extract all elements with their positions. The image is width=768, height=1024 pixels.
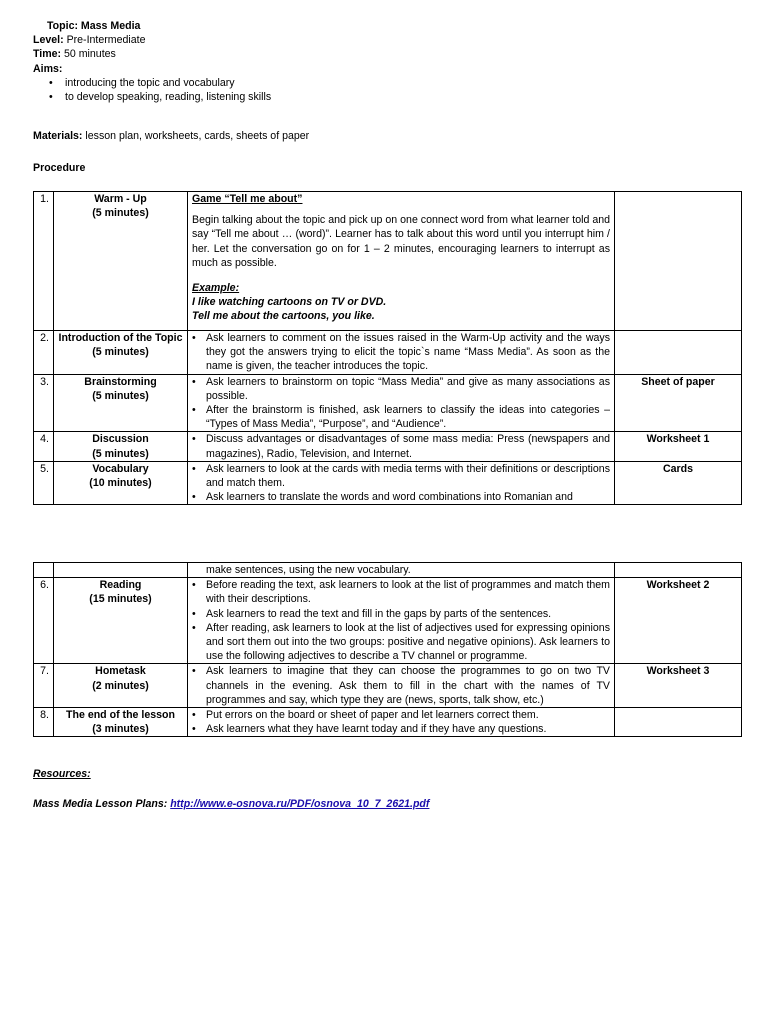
activity-cell: [188, 708, 615, 737]
activity-cell: [188, 192, 615, 331]
stage-cell: [54, 432, 188, 461]
stage-name: Reading: [99, 579, 142, 592]
stage-cell: [54, 708, 188, 737]
stage-time: (5 minutes): [92, 346, 149, 359]
lesson-header: [33, 19, 733, 104]
bullet-item: • After the brainstorm is finished, ask learners to classify the ideas into categories – “Types of Mass Media”, “Purpose”, and “Audience”.: [206, 403, 610, 431]
bullet-item: • Ask learners to comment on the issues raised in the Warm-Up activity and the ways they got the answers trying to elicit the topic`s name “Mass Media”. As soon as the name is given, the teacher introduces the topic.: [206, 331, 610, 374]
bullet-list: [192, 708, 610, 736]
activity-cell: [188, 664, 615, 708]
stage-time: (3 minutes): [92, 723, 149, 736]
material-cell: [615, 708, 742, 737]
table-row: [34, 664, 742, 708]
procedure-table-2: [33, 562, 742, 737]
table-row: [34, 578, 742, 664]
activity-cell: [188, 374, 615, 432]
game-title: Game “Tell me about”: [192, 193, 303, 205]
resource-reference: [33, 797, 429, 811]
stage-name: Brainstorming: [84, 375, 157, 388]
stage-name: Warm - Up: [94, 193, 147, 205]
row-number: 6.: [34, 578, 54, 664]
row-number: 5.: [34, 461, 54, 505]
procedure-table-1: [33, 191, 742, 505]
stage-name: Introduction of the Topic: [58, 332, 183, 344]
row-number: 3.: [34, 374, 54, 432]
resource-link[interactable]: http://www.e-osnova.ru/PDF/osnova_10_7_2621.pdf: [170, 798, 430, 810]
stage-name: Hometask: [95, 665, 146, 678]
bullet-item: • Ask learners to translate the words and word combinations into Romanian and: [206, 490, 610, 504]
continuation-cell: make sentences, using the new vocabulary.: [188, 563, 615, 578]
game-description: Begin talking about the topic and pick up on one connect word from what learner told and say “Tell me about … (word)”. Learner has to talk about this word until you interrupt him / her. Let the conversation go on for 1 – 2 minutes, encouraging learners to interrupt as much as possible.: [192, 214, 610, 269]
bullet-item: • Ask learners to look at the cards with media terms with their definitions or descriptions and match them.: [206, 462, 610, 490]
material-cell: Worksheet 1: [615, 432, 742, 461]
activity-cell: [188, 331, 615, 375]
material-cell: Cards: [615, 461, 742, 505]
stage-name: Vocabulary: [92, 462, 149, 475]
bullet-item: • After reading, ask learners to look at the list of adjectives used for expressing opinions and sort them out into the two groups: positive and negative opinions). Ask learners to use the following adjectives to describe a TV channel or programme.: [206, 621, 610, 664]
table-row: [34, 461, 742, 505]
row-number: 8.: [34, 708, 54, 737]
time-line: [33, 47, 733, 61]
bullet-list: [192, 462, 610, 505]
material-cell: Worksheet 2: [615, 578, 742, 664]
table-row: [34, 432, 742, 461]
materials-label: Materials:: [33, 130, 83, 142]
empty-cell: [34, 563, 54, 578]
bullet-list: [192, 578, 610, 663]
example-label: Example:: [192, 282, 240, 295]
stage-cell: [54, 374, 188, 432]
material-cell: [615, 331, 742, 375]
stage-time: (2 minutes): [92, 679, 149, 692]
bullet-item: • Ask learners to read the text and fill in the gaps by parts of the sentences.: [206, 607, 610, 621]
bullet-item: • Ask learners to imagine that they can choose the programmes to go on two TV channels in the evening. Ask them to fill in the chart with the names of TV programmes and say, which type they are (news, sports, talk show, etc.): [206, 664, 610, 707]
level-label: Level:: [33, 34, 64, 47]
table-row: [34, 192, 742, 331]
procedure-heading: Procedure: [33, 162, 86, 174]
stage-cell: [54, 331, 188, 375]
stage-time: (15 minutes): [89, 593, 152, 606]
empty-cell: [615, 563, 742, 578]
stage-name: The end of the lesson: [66, 709, 175, 722]
stage-time: (5 minutes): [92, 207, 149, 220]
stage-time: (5 minutes): [92, 389, 149, 402]
activity-cell: [188, 432, 615, 461]
materials-line: [33, 129, 309, 143]
stage-time: (10 minutes): [89, 477, 152, 490]
row-number: 7.: [34, 664, 54, 708]
topic-title: Topic: Mass Media: [47, 20, 141, 32]
aim-item: • to develop speaking, reading, listening skills: [65, 90, 733, 104]
aim-item: • introducing the topic and vocabulary: [65, 76, 733, 90]
stage-cell: [54, 664, 188, 708]
bullet-list: [192, 664, 610, 707]
aims-label: Aims:: [33, 62, 63, 75]
level-value: Pre-Intermediate: [63, 34, 146, 47]
stage-cell: [54, 192, 188, 331]
aims-list: [33, 76, 733, 104]
bullet-list: [192, 375, 610, 432]
resource-label: Mass Media Lesson Plans:: [33, 798, 171, 810]
stage-cell: [54, 578, 188, 664]
bullet-item: • Before reading the text, ask learners to look at the list of programmes and match them with their descriptions.: [206, 578, 610, 606]
material-cell: Worksheet 3: [615, 664, 742, 708]
empty-cell: [54, 563, 188, 578]
bullet-item: • Put errors on the board or sheet of paper and let learners correct them.: [206, 708, 610, 722]
resources-heading: Resources:: [33, 768, 91, 780]
bullet-item: • Ask learners to brainstorm on topic “Mass Media” and give as many associations as possible.: [206, 375, 610, 403]
example-line: I like watching cartoons on TV or DVD.: [192, 296, 387, 309]
bullet-item: • Discuss advantages or disadvantages of some mass media: Press (newspapers and magazines), Radio, Television, and Internet.: [206, 432, 610, 460]
table-row: [34, 374, 742, 432]
row-number: 2.: [34, 331, 54, 375]
material-cell: Sheet of paper: [615, 374, 742, 432]
activity-cell: [188, 461, 615, 505]
table-row: [34, 708, 742, 737]
table-row: [34, 331, 742, 375]
stage-time: (5 minutes): [92, 447, 149, 460]
bullet-list: [192, 432, 610, 460]
material-cell: [615, 192, 742, 331]
row-number: 1.: [34, 192, 54, 331]
bullet-item: • Ask learners what they have learnt today and if they have any questions.: [206, 722, 610, 736]
stage-cell: [54, 461, 188, 505]
row-number: 4.: [34, 432, 54, 461]
time-label: Time:: [33, 48, 62, 61]
level-line: [33, 33, 733, 47]
table-row: [34, 563, 742, 578]
time-value: 50 minutes: [61, 48, 116, 61]
materials-value: lesson plan, worksheets, cards, sheets of paper: [82, 130, 310, 142]
activity-cell: [188, 578, 615, 664]
bullet-list: [192, 331, 610, 374]
stage-name: Discussion: [92, 433, 149, 446]
example-line: Tell me about the cartoons, you like.: [192, 310, 375, 323]
